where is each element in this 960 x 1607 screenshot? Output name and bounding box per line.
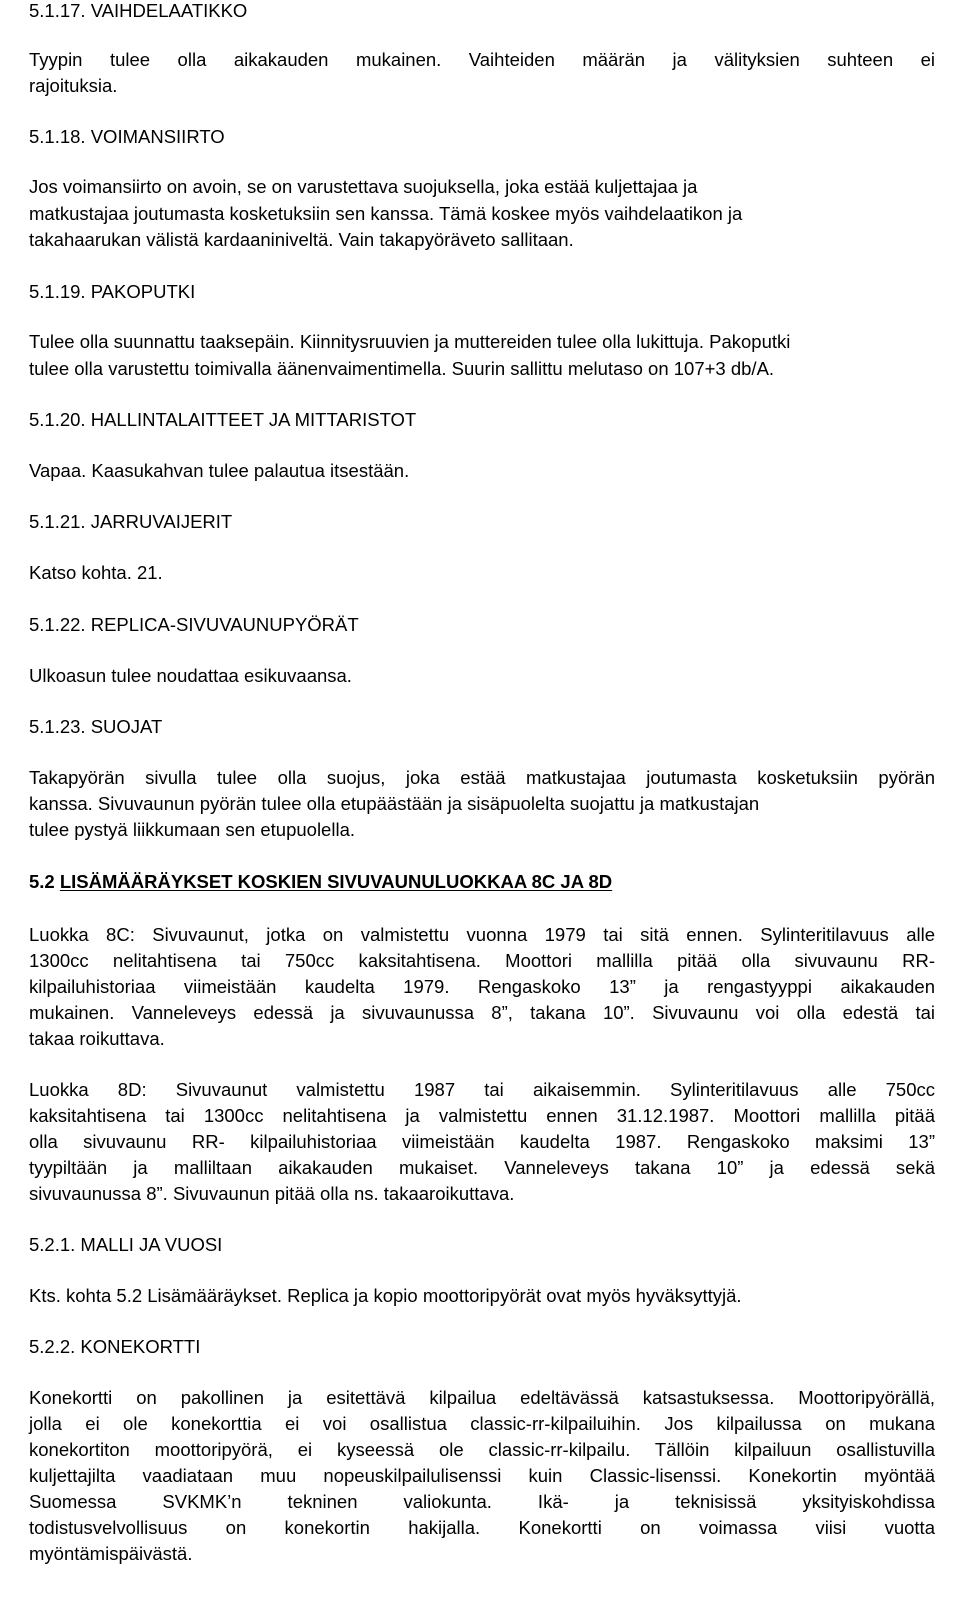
section-5-2-2-line-3: konekortiton moottoripyörä, ei kyseessä ole classic-rr-kilpailu. Tällöin kilpailuun osallistuvilla <box>29 1439 935 1460</box>
section-heading-5-2-number: 5.2 <box>29 871 55 892</box>
section-5-2-2-line-6: todistusvelvollisuus on konekortin hakijalla. Konekortti on voimassa viisi vuotta <box>29 1517 935 1538</box>
section-heading-5-1-17: 5.1.17. VAIHDELAATIKKO <box>29 0 248 21</box>
section-5-1-18-line-1: Jos voimansiirto on avoin, se on varustettava suojuksella, joka estää kuljettajaa ja <box>29 176 698 197</box>
section-heading-5-1-23: 5.1.23. SUOJAT <box>29 716 163 737</box>
class-8c-line-2: 1300cc nelitahtisena tai 750cc kaksitahtisena. Moottori mallilla pitää olla sivuvaunu RR- <box>29 950 935 971</box>
section-heading-5-1-18: 5.1.18. VOIMANSIIRTO <box>29 126 225 147</box>
section-5-1-21-line-1: Katso kohta. 21. <box>29 562 163 583</box>
section-5-2-2-line-2: jolla ei ole konekorttia ei voi osallistua classic-rr-kilpailuihin. Jos kilpailussa on mukana <box>29 1413 935 1434</box>
section-5-1-20-line-1: Vapaa. Kaasukahvan tulee palautua itsestään. <box>29 460 410 481</box>
class-8c-line-5: takaa roikuttava. <box>29 1028 165 1049</box>
section-5-1-23-line-2: kanssa. Sivuvaunun pyörän tulee olla etupäästään ja sisäpuolelta suojattu ja matkustajan <box>29 793 760 814</box>
section-heading-5-2-1: 5.2.1. MALLI JA VUOSI <box>29 1234 223 1255</box>
class-8c-line-1: Luokka 8C: Sivuvaunut, jotka on valmistettu vuonna 1979 tai sitä ennen. Sylinteritilavuus alle <box>29 924 935 945</box>
section-5-2-2-line-1: Konekortti on pakollinen ja esitettävä kilpailua edeltävässä katsastuksessa. Moottoripyörällä, <box>29 1387 935 1408</box>
section-heading-5-2 <box>29 869 612 895</box>
section-5-1-19-line-2: tulee olla varustettu toimivalla äänenvaimentimella. Suurin sallittu melutaso on 107+3 db/A. <box>29 358 775 379</box>
section-5-1-18-line-2: matkustajaa joutumasta kosketuksiin sen kanssa. Tämä koskee myös vaihdelaatikon ja <box>29 203 743 224</box>
class-8c-line-3: kilpailuhistoriaa viimeistään kaudelta 1979. Rengaskoko 13” ja rengastyyppi aikakauden <box>29 976 935 997</box>
section-5-2-2-line-7: myöntämispäivästä. <box>29 1543 193 1564</box>
section-5-1-22-line-1: Ulkoasun tulee noudattaa esikuvaansa. <box>29 665 352 686</box>
section-heading-5-1-20: 5.1.20. HALLINTALAITTEET JA MITTARISTOT <box>29 409 417 430</box>
section-5-1-23-line-3: tulee pystyä liikkumaan sen etupuolella. <box>29 819 355 840</box>
section-5-2-2-line-4: kuljettajilta vaadiataan muu nopeuskilpailulisenssi kuin Classic-lisenssi. Konekortin myöntää <box>29 1465 935 1486</box>
section-5-1-19-line-1: Tulee olla suunnattu taaksepäin. Kiinnitysruuvien ja muttereiden tulee olla lukittuja. Pakoputki <box>29 331 791 352</box>
section-heading-5-1-22: 5.1.22. REPLICA-SIVUVAUNUPYÖRÄT <box>29 614 359 635</box>
section-heading-5-1-19: 5.1.19. PAKOPUTKI <box>29 281 196 302</box>
section-5-2-2-line-5: Suomessa SVKMK’n tekninen valiokunta. Ikä- ja teknisissä yksityiskohdissa <box>29 1491 935 1512</box>
section-5-1-17-line-2: rajoituksia. <box>29 75 118 96</box>
section-heading-5-1-21: 5.1.21. JARRUVAIJERIT <box>29 511 233 532</box>
class-8d-line-3: olla sivuvaunu RR- kilpailuhistoriaa viimeistään kaudelta 1987. Rengaskoko maksimi 13” <box>29 1131 935 1152</box>
section-5-1-18-line-3: takahaarukan välistä kardaaniniveltä. Vain takapyöräveto sallitaan. <box>29 229 574 250</box>
class-8d-line-5: sivuvaunussa 8”. Sivuvaunun pitää olla ns. takaaroikuttava. <box>29 1183 515 1204</box>
section-heading-5-2-title: LISÄMÄÄRÄYKSET KOSKIEN SIVUVAUNULUOKKAA 8C JA 8D <box>59 871 613 892</box>
class-8d-line-2: kaksitahtisena tai 1300cc nelitahtisena ja valmistettu ennen 31.12.1987. Moottori mallilla pitää <box>29 1105 935 1126</box>
class-8c-line-4: mukainen. Vanneleveys edessä ja sivuvaunussa 8”, takana 10”. Sivuvaunu voi olla edestä tai <box>29 1002 935 1023</box>
class-8d-line-4: tyypiltään ja malliltaan aikakauden mukaiset. Vanneleveys takana 10” ja edessä sekä <box>29 1157 935 1178</box>
section-5-1-17-line-1: Tyypin tulee olla aikakauden mukainen. Vaihteiden määrän ja välityksien suhteen ei <box>29 49 935 70</box>
class-8d-line-1: Luokka 8D: Sivuvaunut valmistettu 1987 tai aikaisemmin. Sylinteritilavuus alle 750cc <box>29 1079 935 1100</box>
section-5-2-1-line-1: Kts. kohta 5.2 Lisämääräykset. Replica ja kopio moottoripyörät ovat myös hyväksyttyjä. <box>29 1285 742 1306</box>
section-heading-5-2-2: 5.2.2. KONEKORTTI <box>29 1336 201 1357</box>
section-5-1-23-line-1: Takapyörän sivulla tulee olla suojus, joka estää matkustajaa joutumasta kosketuksiin pyörän <box>29 767 935 788</box>
